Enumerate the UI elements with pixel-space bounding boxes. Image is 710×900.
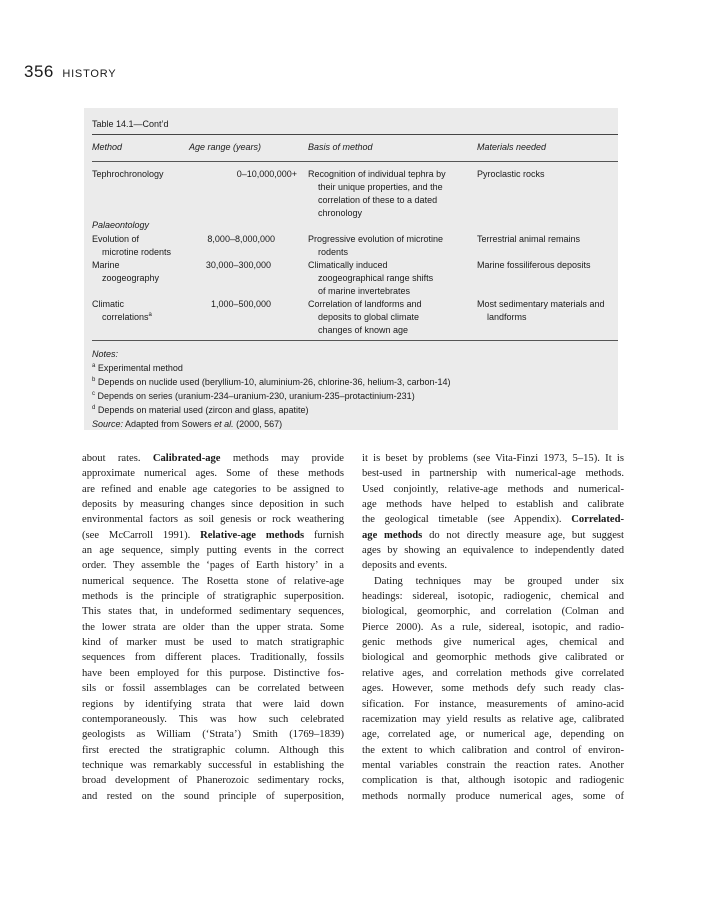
- text-line: geologists as William (‘Strata’) Smith (1769–1839): [82, 729, 344, 741]
- text-line: sequences from different places. Traditionally, fossils: [82, 652, 344, 664]
- text-line: approximate numerical ages. Some of these methods: [82, 468, 344, 480]
- text-line: genic methods give numerical ages, chemical and: [362, 637, 624, 649]
- text-line: broad development of Phanerozoic sedimentary rocks,: [82, 775, 344, 787]
- table-bottom-rule: [92, 340, 618, 341]
- body-column-left: [82, 451, 344, 804]
- text-line: Used conjointly, relative-age methods and numerical-: [362, 483, 624, 495]
- text-line: deposits by measuring changes since deposition in such: [82, 499, 344, 511]
- text-line: age methods do not directly measure age, but suggest: [362, 529, 624, 541]
- body-column-right: [362, 451, 624, 804]
- footnote-mark: a: [148, 312, 152, 318]
- text-line: age methods have helped to establish and calibrate: [362, 499, 624, 511]
- text-line: biological, geomorphic, and correlation (Colman and: [362, 606, 624, 618]
- text-line: age, correlated age, or numerical age, depending on: [362, 729, 624, 741]
- text-line: are refined and enable age categories to be assigned to: [82, 483, 344, 495]
- table-box: [84, 108, 618, 430]
- header-rule: [92, 161, 618, 162]
- text-line: technique was remarkably successful in establishing the: [82, 759, 344, 771]
- row-tephro-method: Tephrochronology: [92, 169, 164, 179]
- text-line: deposits and events.: [362, 560, 448, 572]
- text-line: an age sequence, simply putting events in the correct: [82, 545, 344, 557]
- row-evolution-basis: Progressive evolution of microtine rodents: [308, 234, 444, 257]
- text-line: ages by showing an equivalence to independently dated: [362, 545, 624, 557]
- row-tephro-basis: Recognition of individual tephra by their unique properties, and the correlation of these to a dated chronology: [308, 169, 446, 218]
- row-marine-materials: Marine fossiliferous deposits: [477, 260, 591, 270]
- row-tephro-age: 0–10,000,000+: [236, 169, 297, 179]
- text-line: about rates. Calibrated-age methods may provide: [82, 453, 344, 464]
- text-line: environmental factors as soil genesis or rock weathering: [82, 514, 344, 526]
- text-line: the geological timetable (see Appendix). Correlated-: [362, 514, 624, 526]
- row-climatic-basis: Correlation of landforms and deposits to global climate changes of known age: [308, 299, 422, 335]
- text-line: methods normally produce numerical ages, some of: [362, 790, 624, 802]
- table-notes: [92, 347, 451, 431]
- text-line: mental variables constrain the reaction rates. Another: [362, 759, 624, 771]
- text-line: best-used in partnership with numerical-age methods.: [362, 468, 624, 480]
- text-line: headings: sidereal, isotopic, radiogenic, chemical and: [362, 591, 624, 603]
- row-climatic-materials: Most sedimentary materials and landforms: [477, 299, 605, 322]
- table-top-rule: [92, 134, 618, 135]
- note-c: $^c$ Depends on series (uranium-234–uranium-230, uranium-235–protactinium-231): [92, 391, 415, 401]
- running-head: [24, 62, 116, 82]
- text-line: regions by identifying strata that were laid down: [82, 698, 344, 710]
- row-marine-age: 30,000–300,000: [205, 260, 271, 270]
- header-age-range: Age range (years): [189, 142, 262, 152]
- text-line: This states that, in undeformed sedimentary sequences,: [82, 606, 344, 618]
- section-title: HISTORY: [62, 68, 117, 80]
- text-line: first erected the stratigraphic column. Although this: [82, 744, 344, 756]
- text-line: biological and geomorphic methods give calibrated or: [362, 652, 624, 664]
- row-marine-method: Marine zoogeography: [92, 260, 160, 283]
- header-basis: Basis of method: [308, 142, 373, 152]
- text-line: sification. For instance, measurements of amino-acid: [362, 698, 624, 710]
- text-line: it is beset by problems (see Vita-Finzi 1973, 5–15). It is: [362, 453, 624, 464]
- text-line: ages. However, some methods defy such ready clas-: [362, 683, 624, 695]
- text-line: (see McCarroll 1991). Relative-age methods furnish: [82, 529, 344, 541]
- header-method: Method: [92, 142, 123, 152]
- group-label-palaeontology: Palaeontology: [92, 220, 150, 230]
- page-number: 356: [24, 62, 54, 81]
- text-line: have been employed for this purpose. Distinctive fos-: [82, 667, 344, 679]
- text-line: numerical sequence. The Rosetta stone of relative-age: [82, 575, 344, 587]
- row-climatic-age: 1,000–500,000: [210, 299, 271, 309]
- row-tephro-materials: Pyroclastic rocks: [477, 169, 545, 179]
- table-source: Source: Adapted from Sowers et al. (2000, 567): [92, 419, 283, 429]
- notes-heading: Notes:: [92, 349, 119, 359]
- row-evolution-age: 8,000–8,000,000: [207, 234, 275, 244]
- row-climatic-method: Climatic correlations$^a$: [92, 299, 152, 322]
- text-line: racemization may yield results as relative age, calibrated: [362, 713, 624, 725]
- note-b: $^b$ Depends on nuclide used (beryllium-10, aluminium-26, chlorine-36, helium-3, carbon-14): [92, 377, 451, 387]
- text-line: the extent to which calibration and control of environ-: [362, 744, 624, 756]
- text-line: sils or fossil assemblages can be correlated between: [82, 683, 344, 695]
- note-d: $^d$ Depends on material used (zircon and glass, apatite): [92, 405, 309, 415]
- text-line: methods is the principle of stratigraphic superposition.: [82, 591, 344, 603]
- text-line: order. They assemble the ‘pages of Earth history’ in a: [82, 560, 344, 572]
- text-line: relative ages, and correlation methods give correlated: [362, 667, 624, 679]
- row-evolution-materials: Terrestrial animal remains: [477, 234, 581, 244]
- text-line: Pierce 2000). As a rule, sidereal, isotopic, and radio-: [362, 621, 624, 633]
- text-line: and rested on the sound principle of superposition,: [82, 790, 344, 802]
- table-caption: Table 14.1—Cont’d: [92, 119, 169, 129]
- note-a: $^a$ Experimental method: [92, 363, 183, 373]
- row-marine-basis: Climatically induced zoogeographical range shifts of marine invertebrates: [308, 260, 434, 296]
- text-line: the lower strata are older than the upper strata. Some: [82, 621, 344, 633]
- header-materials: Materials needed: [477, 142, 547, 152]
- row-evolution-method: Evolution of microtine rodents: [92, 234, 172, 257]
- text-line: contemporaneously. This was how such celebrated: [82, 713, 344, 725]
- text-line: complication is that, although isotopic and radiogenic: [362, 775, 624, 787]
- text-line: Dating techniques may be grouped under six: [374, 575, 624, 587]
- text-line: kind of marker must be used to match stratigraphic: [82, 637, 344, 649]
